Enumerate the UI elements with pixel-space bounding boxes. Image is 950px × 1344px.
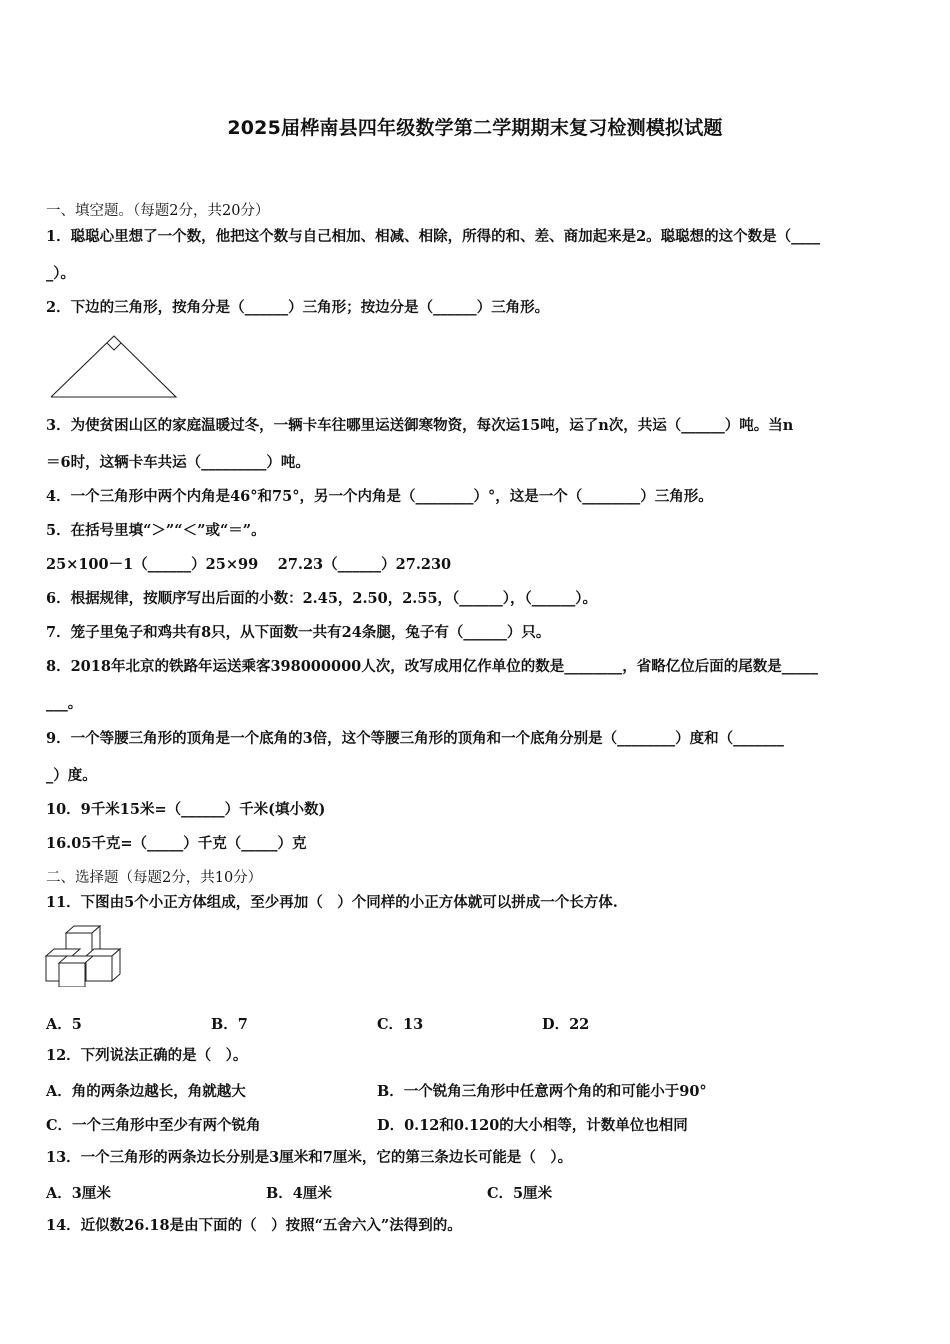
q10-line-1: 10．9千米15米=（______）千米(填小数) (46, 801, 326, 818)
q6-text: 6．根据规律，按顺序写出后面的小数：2.45，2.50，2.55，（______），（______）。 (46, 590, 598, 607)
q8-line-1: 8．2018年北京的铁路年运送乘客398000000人次，改写成用亿作单位的数是________，省略亿位后面的尾数是_____ (46, 658, 818, 675)
section-2-heading: 二、选择题（每题2分，共10分） (46, 870, 263, 886)
q5-line-2: 25×100－1（______）25×99 27.23（______）27.230 (46, 556, 452, 573)
q5-line-1: 5．在括号里填“＞”“＜”或“＝”。 (46, 522, 266, 539)
q9-line-1: 9．一个等腰三角形的顶角是一个底角的3倍，这个等腰三角形的顶角和一个底角分别是（________）度和（_______ (46, 730, 784, 747)
q11-stem: 11．下图由5个小正方体组成，至少再加（ ）个同样的小正方体就可以拼成一个长方体. (46, 894, 618, 911)
q13-option-a: A．3厘米 (46, 1185, 111, 1202)
q12-stem: 12．下列说法正确的是（ ）。 (46, 1047, 248, 1064)
q7-text: 7．笼子里兔子和鸡共有8只，从下面数一共有24条腿，兔子有（______）只。 (46, 624, 551, 641)
q8-line-2: ___。 (46, 695, 83, 712)
q12-option-c: C．一个三角形中至少有两个锐角 (46, 1117, 261, 1134)
q13-option-b: B．4厘米 (266, 1185, 332, 1202)
q14-stem: 14．近似数26.18是由下面的（ ）按照“五舍六入”法得到的。 (46, 1217, 462, 1234)
q12-option-a: A．角的两条边越长，角就越大 (46, 1083, 246, 1100)
q10-line-2: 16.05千克=（_____）千克（_____）克 (46, 835, 307, 852)
q3-line-1: 3．为使贫困山区的家庭温暖过冬，一辆卡车往哪里运送御寒物资，每次运15吨，运了n次，共运（______）吨。当n (46, 417, 794, 434)
q2-text: 2．下边的三角形，按角分是（______）三角形；按边分是（______）三角形。 (46, 299, 550, 316)
q11-option-d: D．22 (542, 1016, 590, 1033)
page-title: 2025届桦南县四年级数学第二学期期末复习检测模拟试题 (227, 117, 723, 139)
q11-option-c: C．13 (377, 1016, 424, 1033)
q1-line-2: _）。 (46, 265, 75, 282)
section-1-heading: 一、填空题。（每题2分，共20分） (46, 203, 270, 219)
q12-option-d: D．0.12和0.120的大小相等，计数单位也相同 (377, 1117, 688, 1134)
q12-option-b: B．一个锐角三角形中任意两个角的和可能小于90° (377, 1083, 707, 1100)
q11-option-a: A．5 (46, 1016, 82, 1033)
q4-text: 4．一个三角形中两个内角是46°和75°，另一个内角是（________）°，这是一个（________）三角形。 (46, 488, 713, 505)
q1-line-1: 1．聪聪心里想了一个数，他把这个数与自己相加、相减、相除，所得的和、差、商加起来是2。聪聪想的这个数是（____ (46, 228, 821, 245)
right-isosceles-triangle-figure (48, 333, 180, 401)
q11-option-b: B．7 (211, 1016, 248, 1033)
q13-option-c: C．5厘米 (487, 1185, 553, 1202)
q9-line-2: _）度。 (46, 767, 97, 784)
cube-stack-figure (44, 923, 122, 987)
q3-line-2: ＝6时，这辆卡车共运（_________）吨。 (46, 454, 310, 471)
q13-stem: 13．一个三角形的两条边长分别是3厘米和7厘米，它的第三条边长可能是（ ）。 (46, 1149, 573, 1166)
